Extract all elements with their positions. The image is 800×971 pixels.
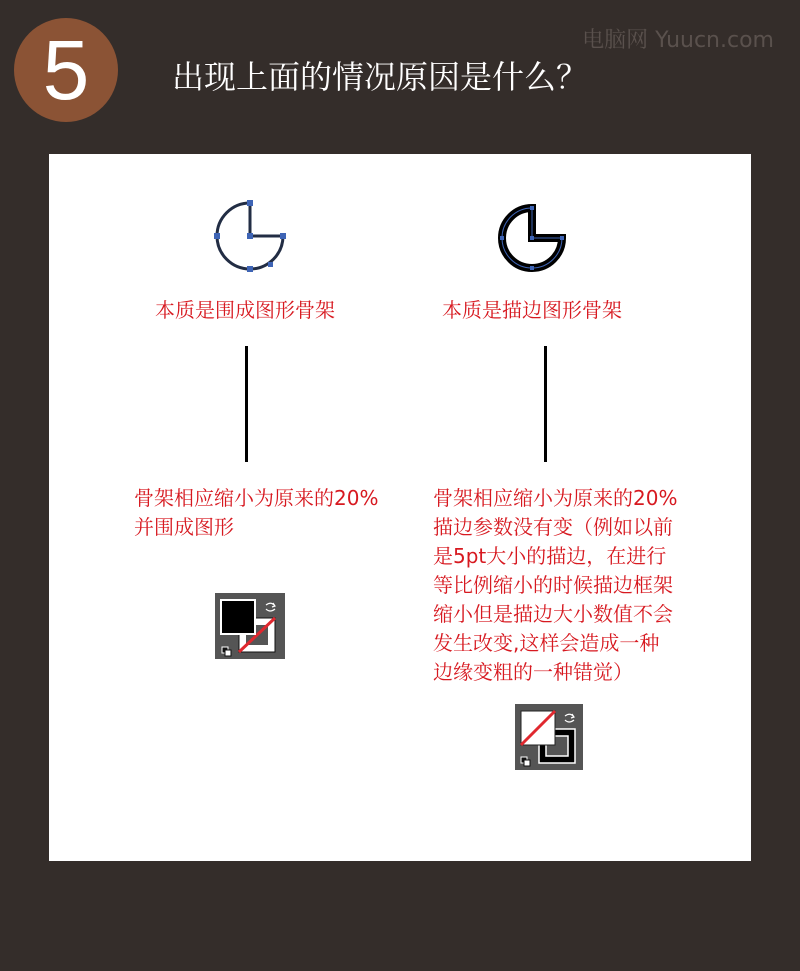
left-connector-line bbox=[245, 346, 248, 462]
left-caption: 本质是围成图形骨架 bbox=[155, 298, 335, 322]
right-description-line: 等比例缩小的时候描边框架 bbox=[433, 573, 673, 597]
watermark: 电脑网 Yuucn.com bbox=[582, 28, 774, 53]
right-description bbox=[433, 484, 677, 687]
page-title: 出现上面的情况原因是什么？ bbox=[172, 58, 589, 96]
right-description-line: 缩小但是描边大小数值不会 bbox=[433, 602, 673, 626]
right-description-line: 描边参数没有变（例如以前 bbox=[433, 515, 673, 539]
right-caption: 本质是描边图形骨架 bbox=[442, 298, 622, 322]
fill-stroke-swatch-icon bbox=[215, 593, 285, 659]
right-connector-line bbox=[544, 346, 547, 462]
step-number-badge: 5 bbox=[14, 18, 118, 122]
right-description-line: 边缘变粗的一种错觉） bbox=[433, 660, 633, 684]
right-description-line: 是5pt大小的描边，在进行 bbox=[433, 544, 667, 568]
pie-stroked-path-icon bbox=[496, 200, 572, 276]
illustration-panel bbox=[49, 154, 751, 861]
left-description-line: 并围成图形 bbox=[134, 515, 234, 539]
left-description-line: 骨架相应缩小为原来的20% bbox=[134, 486, 379, 510]
right-description-line: 骨架相应缩小为原来的20% bbox=[433, 486, 678, 510]
left-description bbox=[134, 484, 378, 542]
stroke-fill-swatch-icon bbox=[515, 704, 583, 770]
pie-outline-path-icon bbox=[212, 198, 292, 278]
right-description-line: 发生改变,这样会造成一种 bbox=[433, 631, 660, 655]
